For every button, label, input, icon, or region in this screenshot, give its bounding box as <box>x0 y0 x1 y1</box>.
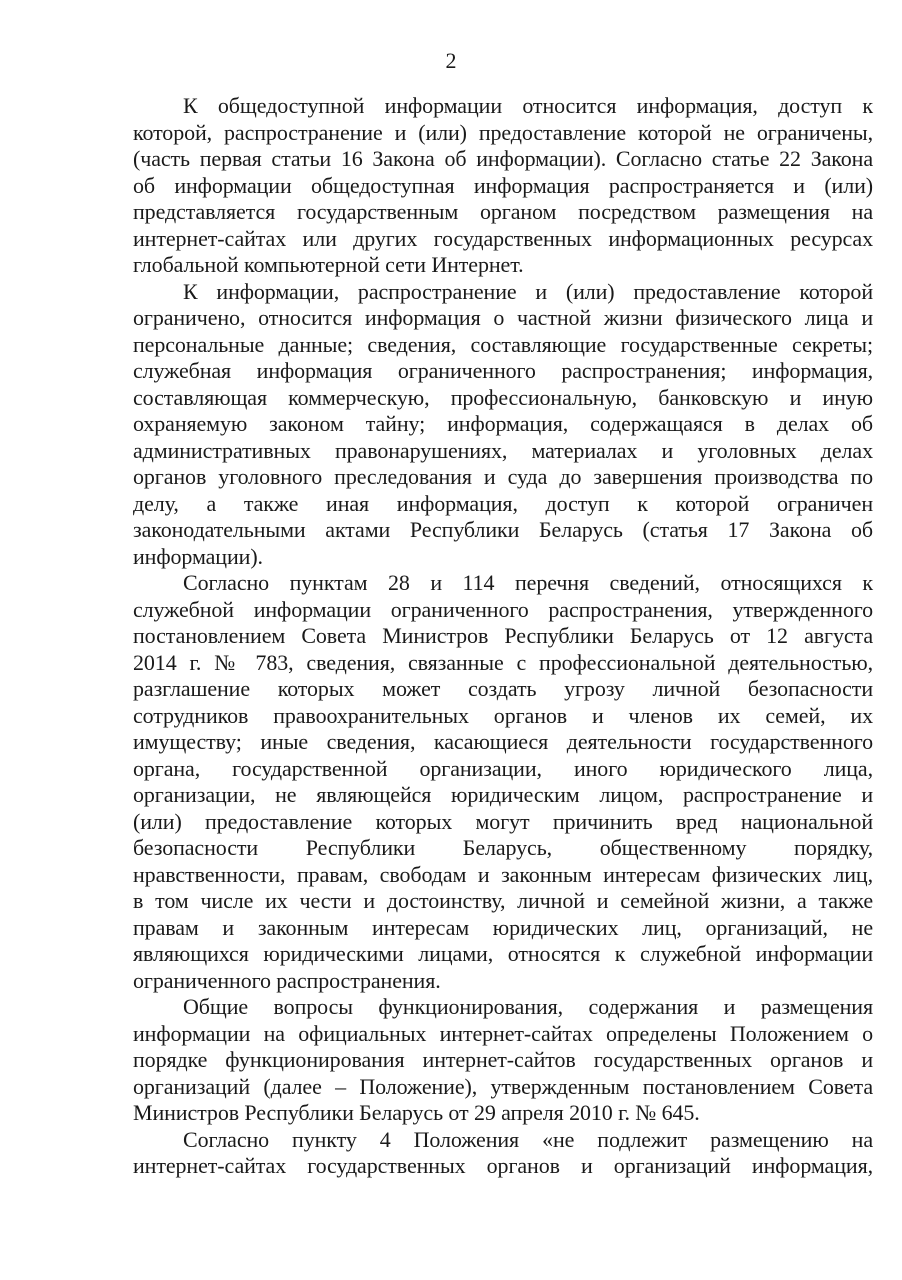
text-line: интернет-сайтах или других государственных информационных ресурсах <box>133 225 873 251</box>
text-line: 2014 г. № 783, сведения, связанные с профессиональной деятельностью, <box>133 649 873 675</box>
text-line: служебной информации ограниченного распространения, утвержденного <box>133 596 873 622</box>
paragraph <box>133 279 873 571</box>
text-line: организации, не являющейся юридическим лицом, распространение и <box>133 782 873 807</box>
text-line: ограничено, относится информация о частной жизни физического лица и <box>133 305 873 330</box>
text-line: ограниченного распространения. <box>133 967 441 993</box>
text-line: глобальной компьютерной сети Интернет. <box>133 252 524 277</box>
text-line: органа, государственной организации, иного юридического лица, <box>133 755 873 781</box>
text-line: разглашение которых может создать угрозу личной безопасности <box>133 676 873 701</box>
text-line: безопасности Республики Беларусь, общественному порядку, <box>133 835 873 860</box>
text-line: (или) предоставление которых могут причинить вред национальной <box>133 808 873 834</box>
text-line: интернет-сайтах государственных органов и организаций информация, <box>133 1153 873 1178</box>
text-line: органов уголовного преследования и суда до завершения производства по <box>133 464 873 489</box>
paragraph <box>133 1127 873 1180</box>
text-line: К общедоступной информации относится информация, доступ к <box>183 93 873 118</box>
text-line: охраняемую законом тайну; информация, содержащаяся в делах об <box>133 411 873 436</box>
text-line: имуществу; иные сведения, касающиеся деятельности государственного <box>133 729 873 754</box>
text-line: Согласно пунктам 28 и 114 перечня сведений, относящихся к <box>183 570 873 595</box>
text-line: составляющая коммерческую, профессиональную, банковскую и иную <box>133 384 873 410</box>
paragraph <box>133 570 873 994</box>
text-line: правам и законным интересам юридических лиц, организаций, не <box>133 914 873 940</box>
text-line: (часть первая статьи 16 Закона об информации). Согласно статье 22 Закона <box>133 146 873 171</box>
text-line: Министров Республики Беларусь от 29 апреля 2010 г. № 645. <box>133 1100 700 1125</box>
text-line: в том числе их чести и достоинству, личной и семейной жизни, а также <box>133 888 873 913</box>
text-line: порядке функционирования интернет-сайтов государственных органов и <box>133 1047 873 1072</box>
text-line: делу, а также иная информация, доступ к которой ограничен <box>133 490 873 516</box>
page-number: 2 <box>445 48 457 73</box>
text-line: постановлением Совета Министров Республики Беларусь от 12 августа <box>133 623 873 648</box>
text-line: об информации общедоступная информация распространяется и (или) <box>133 172 873 198</box>
paragraph <box>133 994 873 1127</box>
text-line: законодательными актами Республики Беларусь (статья 17 Закона об <box>133 517 873 542</box>
text-line: являющихся юридическими лицами, относятся к служебной информации <box>133 941 873 966</box>
text-line: сотрудников правоохранительных органов и членов их семей, их <box>133 702 873 728</box>
text-line: организаций (далее – Положение), утвержденным постановлением Совета <box>133 1073 873 1099</box>
text-line: которой, распространение и (или) предоставление которой не ограничены, <box>133 119 873 145</box>
text-line: представляется государственным органом посредством размещения на <box>133 199 873 224</box>
text-line: служебная информация ограниченного распространения; информация, <box>133 358 873 383</box>
text-line: информации). <box>133 543 263 569</box>
text-line: нравственности, правам, свободам и законным интересам физических лиц, <box>133 861 873 887</box>
paragraph <box>133 93 873 279</box>
text-line: административных правонарушениях, материалах и уголовных делах <box>133 437 873 463</box>
text-line: информации на официальных интернет-сайтах определены Положением о <box>133 1020 873 1046</box>
text-line: персональные данные; сведения, составляющие государственные секреты; <box>133 331 873 357</box>
document-body <box>133 93 873 1180</box>
text-line: Согласно пункту 4 Положения «не подлежит размещению на <box>183 1126 873 1152</box>
text-line: Общие вопросы функционирования, содержания и размещения <box>183 994 873 1019</box>
text-line: К информации, распространение и (или) предоставление которой <box>183 278 873 304</box>
